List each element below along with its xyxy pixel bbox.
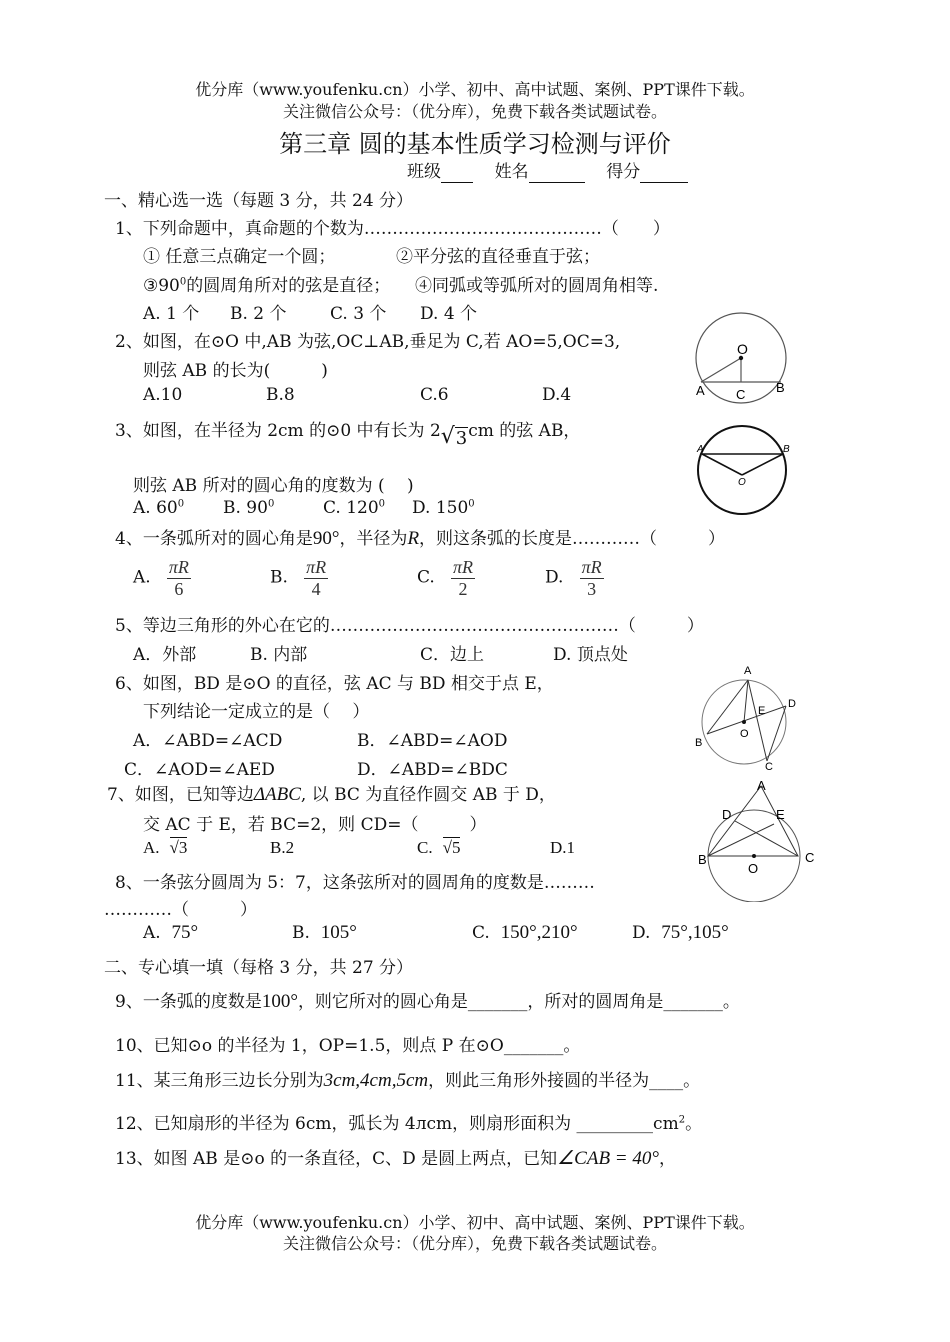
class-label: 班级: [407, 162, 441, 182]
q2-label-o: O: [737, 341, 748, 357]
q6-option-b[interactable]: B．∠ABD=∠AOD: [357, 731, 508, 751]
q3-stem-2: 则弦 AB 所对的圆心角的度数为 ( ): [133, 476, 414, 496]
q6-stem-2: 下列结论一定成立的是（ ）: [143, 702, 370, 722]
q6-center-dot: [742, 720, 746, 724]
q1-prop-4: ④同弧或等弧所对的圆周角相等.: [415, 276, 659, 296]
q6-radius-oa: [744, 680, 748, 722]
q7-label-c: C: [805, 850, 815, 865]
q7-option-d[interactable]: D.1: [550, 838, 576, 857]
q2-option-a[interactable]: A.10: [143, 385, 183, 405]
q6-stem: 6、如图，BD 是⊙O 的直径，弦 AC 与 BD 相交于点 E，: [115, 674, 554, 694]
q1-stem: 1、下列命题中，真命题的个数为……………………………………（ ）: [115, 219, 670, 239]
q4-stem: 4、一条弧所对的圆心角是90°，半径为R，则这条弧的长度是…………（ ）: [115, 528, 726, 549]
section-2-heading: 二、专心填一填（每格 3 分，共 27 分）: [104, 958, 414, 978]
q1-prop-1: ① 任意三点确定一个圆；: [143, 247, 336, 267]
footer-line-1: 优分库（www.youfenku.cn）小学、初中、高中试题、案例、PPT课件下载。: [195, 1213, 755, 1232]
q2-label-a: A: [696, 383, 705, 398]
q4-option-c[interactable]: C. $\frac{\pi R}{2}$: [417, 557, 474, 599]
page-title: 第三章 圆的基本性质学习检测与评价: [279, 130, 671, 158]
q3-option-c[interactable]: C. $120^0$: [323, 498, 386, 518]
q1-option-b[interactable]: B. 2 个: [230, 304, 287, 324]
q7-option-a[interactable]: A. √3: [143, 838, 188, 857]
q8-option-a[interactable]: A. 75°: [143, 922, 199, 943]
q3-radius-oa: [702, 454, 742, 475]
q2-option-c[interactable]: C.6: [420, 385, 449, 405]
q8-stem-2: …………（ ）: [104, 900, 257, 920]
q12: 12、已知扇形的半径为 6cm，弧长为 4лcm，则扇形面积为 $\_\_\_\_\_\_\_\_\_cm^2$。: [115, 1114, 703, 1134]
q2-option-b[interactable]: B.8: [266, 385, 295, 405]
q3-stem: 3、如图，在半径为 2cm 的⊙0 中有长为 2 √ 3cm 的弦 AB，: [115, 421, 581, 449]
q6-label-a: A: [744, 665, 752, 677]
q11: 11、某三角形三边长分别为3cm,4cm,5cm，则此三角形外接圆的半径为____。: [115, 1070, 701, 1091]
q6-label-d: D: [788, 698, 796, 710]
q1-option-d[interactable]: D. 4 个: [420, 304, 478, 324]
class-blank[interactable]: [441, 162, 473, 183]
q2-label-b: B: [776, 380, 785, 395]
q7-stem-2: 交 AC 于 E，若 BC=2，则 CD=（ ）: [143, 815, 487, 835]
q3-option-a[interactable]: A. $60^0$: [133, 498, 185, 518]
q3-sqrt: √ 3: [440, 424, 468, 449]
q6-label-e: E: [758, 705, 766, 717]
q7-label-a: A: [757, 778, 766, 793]
q2-figure: [690, 310, 800, 410]
q4-angle: 90°: [312, 528, 340, 549]
q1-prop-2: ②平分弦的直径垂直于弦；: [396, 247, 600, 267]
q3-option-b[interactable]: B. $90^0$: [223, 498, 275, 518]
q7-center-dot: [752, 854, 756, 858]
q4-option-b[interactable]: B. $\frac{\pi R}{4}$: [270, 557, 327, 599]
q6-option-d[interactable]: D．∠ABD=∠BDC: [357, 760, 508, 780]
q5-option-b[interactable]: B. 内部: [250, 645, 308, 665]
q6-label-c: C: [765, 761, 773, 773]
q4-option-d[interactable]: D. $\frac{\pi R}{3}$: [545, 557, 602, 599]
score-blank[interactable]: [640, 162, 688, 183]
q7-option-b[interactable]: B.2: [270, 838, 295, 857]
q6-option-c[interactable]: C．∠AOD=∠AED: [124, 760, 275, 780]
footer-line-2: 关注微信公众号：（优分库），免费下载各类试题试卷。: [282, 1234, 667, 1253]
q6-chord-dc: [767, 706, 786, 761]
name-blank[interactable]: [529, 162, 585, 183]
q6-label-o: O: [740, 728, 749, 740]
q5-stem: 5、等边三角形的外心在它的……………………………………………（ ）: [115, 616, 704, 636]
q7-stem: 7、如图，已知等边ΔABC, 以 BC 为直径作圆交 AB 于 D，: [107, 784, 556, 805]
q13: 13、如图 AB 是⊙o 的一条直径，C、D 是圆上两点，已知∠CAB = 40°，: [115, 1148, 676, 1169]
q7-segment-be: [708, 824, 774, 856]
q1-prop-3: $③90^0$的圆周角所对的弦是直径；: [143, 276, 391, 296]
q2-label-c: C: [736, 387, 746, 402]
q7-label-b: B: [698, 852, 707, 867]
q4-option-a[interactable]: A. $\frac{\pi R}{6}$: [133, 557, 189, 599]
header-line-2: 关注微信公众号：（优分库），免费下载各类试题试卷。: [282, 102, 667, 121]
q6-chord-ab: [707, 680, 748, 734]
q5-option-c[interactable]: C．边上: [420, 645, 485, 665]
q4-radius: R: [407, 528, 420, 549]
q3-figure: [690, 418, 800, 523]
q7-figure: [690, 772, 820, 902]
q7-label-e: E: [776, 807, 785, 822]
q8-stem: 8、一条弦分圆周为 5：7，这条弦所对的圆周角的度数是………: [115, 873, 595, 893]
q1-option-a[interactable]: A. 1 个: [143, 304, 200, 324]
q2-radius-ao: [701, 358, 741, 382]
header-line-1: 优分库（www.youfenku.cn）小学、初中、高中试题、案例、PPT课件下载。: [195, 80, 755, 99]
q2-stem-2: 则弦 AB 的长为( ): [143, 361, 328, 381]
q7-label-o: O: [748, 861, 759, 876]
q2-stem: 2、如图，在⊙O 中,AB 为弦,OC⊥AB,垂足为 C,若 AO=5,OC=3,: [115, 332, 621, 352]
q5-option-a[interactable]: A．外部: [133, 645, 197, 665]
q1-option-c[interactable]: C. 3 个: [330, 304, 387, 324]
q2-option-d[interactable]: D.4: [542, 385, 572, 405]
q8-option-c[interactable]: C. 150°,210°: [472, 922, 578, 943]
q3-circle: [698, 426, 786, 514]
q7-label-d: D: [722, 807, 732, 822]
q10: 10、已知⊙o 的半径为 1，OP=1.5，则点 P 在⊙O_______。: [115, 1036, 581, 1056]
q3-label-b: B: [783, 444, 790, 455]
q6-chord-ac: [748, 680, 767, 761]
name-label: 姓名: [494, 162, 529, 182]
q6-label-b: B: [695, 737, 703, 749]
q8-option-b[interactable]: B. 105°: [292, 922, 357, 943]
q7-triangle: ΔABC: [253, 784, 301, 805]
q3-option-d[interactable]: D. $150^0$: [412, 498, 475, 518]
section-1-heading: 一、精心选一选（每题 3 分，共 24 分）: [104, 191, 414, 211]
score-label: 得分: [606, 162, 641, 182]
q9: 9、一条弧的度数是100°，则它所对的圆心角是_______，所对的圆周角是_______。: [115, 991, 740, 1012]
q3-label-a: A: [697, 444, 704, 455]
q6-figure: [690, 660, 805, 775]
student-info: [407, 157, 688, 183]
q3-radius-ob: [742, 454, 783, 475]
q6-option-a[interactable]: A．∠ABD=∠ACD: [133, 731, 283, 751]
q7-option-c[interactable]: C. √5: [417, 838, 461, 857]
q5-option-d[interactable]: D. 顶点处: [553, 645, 628, 665]
q8-option-d[interactable]: D. 75°,105°: [632, 922, 729, 943]
q3-label-o: O: [738, 477, 746, 488]
